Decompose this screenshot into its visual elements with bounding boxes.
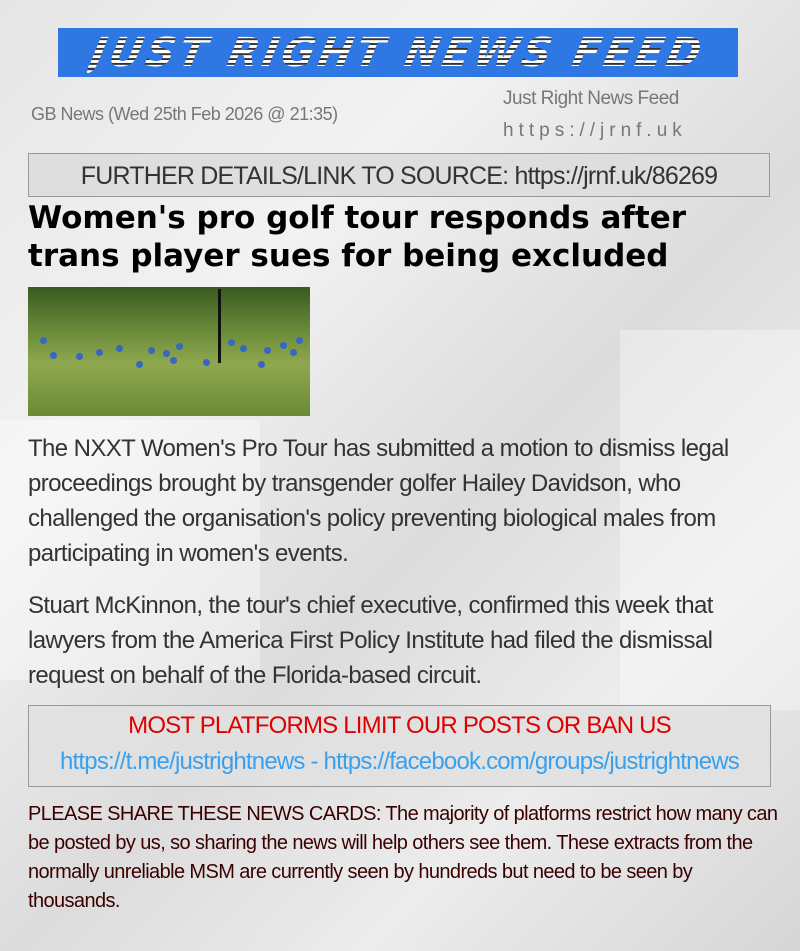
logo-text: JUST RIGHT NEWS FEED: [86, 29, 710, 76]
golf-ball: [116, 345, 123, 352]
social-links[interactable]: https://t.me/justrightnews - https://facebook.com/groups/justrightnews: [59, 748, 739, 775]
golf-ball: [264, 347, 271, 354]
golf-ball: [290, 349, 297, 356]
article-paragraph: The NXXT Women's Pro Tour has submitted a motion to dismiss legal proceedings brought by transgender golfer Hailey Davidson, who challenged the organisation's policy preventing biological males from participating in women's events.: [28, 435, 729, 567]
headline: Women's pro golf tour responds after trans player sues for being excluded: [28, 200, 687, 274]
golf-ball: [96, 349, 103, 356]
warning-text: MOST PLATFORMS LIMIT OUR POSTS OR BAN US: [128, 712, 671, 739]
golf-ball: [280, 342, 287, 349]
golf-ball: [228, 339, 235, 346]
golf-ball: [136, 361, 143, 368]
golf-ball: [203, 359, 210, 366]
platform-warning-box: [28, 705, 771, 787]
source-link-box[interactable]: FURTHER DETAILS/LINK TO SOURCE: https://jrnf.uk/86269: [28, 153, 770, 197]
golf-ball: [148, 347, 155, 354]
golf-ball: [50, 352, 57, 359]
flag-pole: [218, 289, 221, 363]
golf-ball: [240, 345, 247, 352]
source-line: GB News (Wed 25th Feb 2026 @ 21:35): [31, 104, 338, 124]
article-paragraph: Stuart McKinnon, the tour's chief executive, confirmed this week that lawyers from the America First Policy Institute had filed the dismissal request on behalf of the Florida-based circuit.: [28, 592, 713, 689]
logo-banner: [58, 28, 738, 77]
brand-name: Just Right News Feed: [503, 88, 679, 109]
golf-ball: [258, 361, 265, 368]
share-note: PLEASE SHARE THESE NEWS CARDS: The majority of platforms restrict how many can be posted by us, so sharing the news will help others see them. These extracts from the normally unreliable MSM are currently seen by hundreds but need to be seen by thousands.: [28, 803, 778, 912]
brand-url[interactable]: https://jrnf.uk: [503, 120, 687, 141]
golf-ball: [163, 350, 170, 357]
golf-ball: [76, 353, 83, 360]
golf-ball: [176, 343, 183, 350]
article-photo: [28, 287, 310, 416]
golf-ball: [170, 357, 177, 364]
golf-ball: [40, 337, 47, 344]
golf-ball: [296, 337, 303, 344]
